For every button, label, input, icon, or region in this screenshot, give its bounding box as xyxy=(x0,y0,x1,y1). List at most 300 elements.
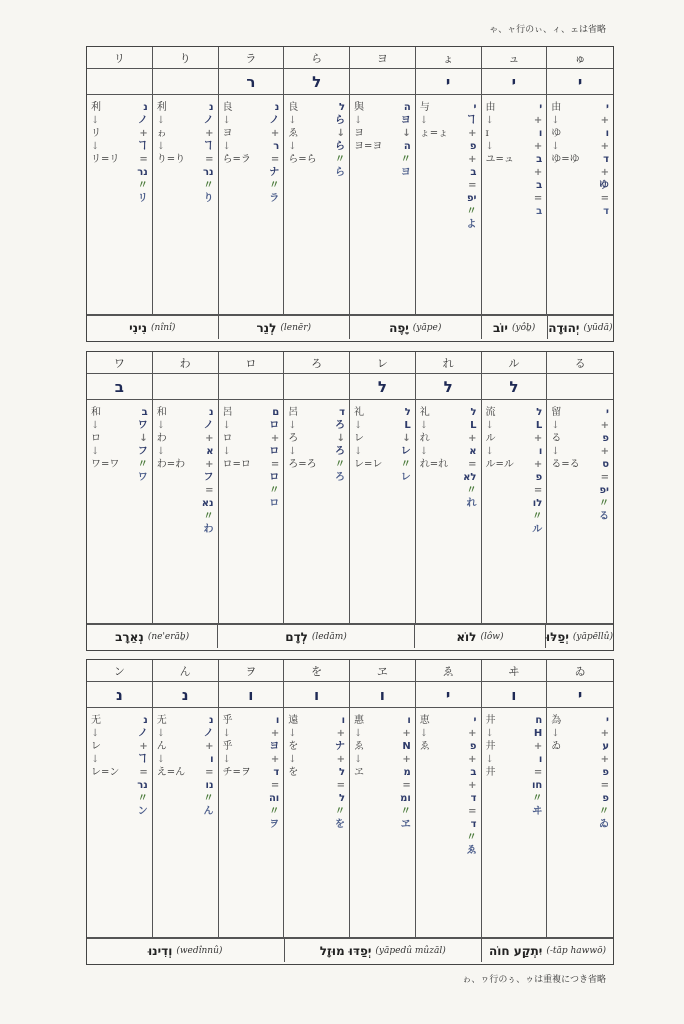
kanji-derivation xyxy=(157,101,185,205)
kanji-derivation xyxy=(91,101,119,205)
derivation-step: יפ xyxy=(466,193,477,204)
derivation-step: ノ xyxy=(269,115,280,126)
hebrew-word: יְהוּדָה xyxy=(548,320,580,335)
derivation-step: ↓ xyxy=(288,420,297,431)
hebrew-derivation xyxy=(187,406,213,536)
romanization: (yūdā) xyxy=(583,322,613,333)
derivation-step: פ xyxy=(602,433,609,444)
hebrew-derivation xyxy=(253,101,279,205)
bottom-note: ゎ、ヮ行のぅ、ゥは重複につき省略 xyxy=(462,975,606,985)
derivation-step: ↓ xyxy=(551,420,560,431)
kana-header-cell: ヲ xyxy=(219,660,285,681)
derivation-step: ו xyxy=(538,446,543,457)
derivation-cell xyxy=(547,708,613,937)
derivation-step: わ xyxy=(203,524,214,535)
derivation-step: レ=レ xyxy=(354,459,383,470)
derivation-step: ב xyxy=(141,407,148,418)
derivation-step: + xyxy=(205,741,214,752)
derivation-step: 利 xyxy=(91,102,101,113)
derivation-step: ה xyxy=(403,102,411,113)
hebrew-derivation xyxy=(187,714,213,818)
derivation-step: 良 xyxy=(288,102,299,113)
kanji-derivation xyxy=(486,101,514,218)
derivation-step: ↓ xyxy=(551,141,560,152)
derivation-step: 利 xyxy=(156,102,167,113)
word-example xyxy=(350,316,482,339)
hebrew-letter-cell xyxy=(547,374,613,399)
derivation-step: 留 xyxy=(551,407,562,418)
derivation-step: ヿ xyxy=(466,115,477,126)
derivation-step: ろ xyxy=(335,446,345,457)
derivation-step: + xyxy=(600,446,609,457)
derivation-step: 流 xyxy=(485,407,496,418)
derivation-step: י xyxy=(606,407,609,418)
hebrew-derivation xyxy=(319,406,345,484)
derivation-cell xyxy=(547,95,613,314)
derivation-step: ר xyxy=(273,141,280,152)
kana-header-cell: ヱ xyxy=(350,660,416,681)
kana-header-cell: れ xyxy=(416,352,482,373)
hebrew-derivation xyxy=(253,406,279,510)
derivation-step: + xyxy=(205,433,214,444)
word-example xyxy=(482,939,613,962)
derivation-step: נ xyxy=(143,102,148,113)
hebrew-word: נִינִי xyxy=(129,320,148,335)
derivation-step: + xyxy=(205,128,214,139)
hebrew-word: יָפֶה xyxy=(389,320,409,335)
derivation-step: 〃 xyxy=(400,459,411,470)
derivation-step: = xyxy=(468,180,477,191)
derivation-step: 〃 xyxy=(203,180,214,191)
derivation-step: ヿ xyxy=(137,141,148,152)
kanji-derivation xyxy=(223,714,251,831)
kana-table-2 xyxy=(86,351,614,651)
derivation-step: ב xyxy=(470,167,477,178)
derivation-row xyxy=(87,400,613,624)
kana-header-cell: ロ xyxy=(219,352,285,373)
derivation-step: + xyxy=(600,167,609,178)
derivation-step: 呂 xyxy=(222,407,233,418)
word-example xyxy=(548,316,613,339)
derivation-step: ノ xyxy=(203,115,214,126)
word-example-row xyxy=(87,938,613,962)
derivation-step: 〃 xyxy=(400,154,411,165)
kana-header-cell: わ xyxy=(153,352,219,373)
derivation-step: ↓ xyxy=(91,754,100,765)
derivation-step: 由 xyxy=(485,102,496,113)
derivation-step: 〃 xyxy=(137,459,148,470)
hebrew-word: לוֹא xyxy=(456,629,477,644)
derivation-step: א xyxy=(206,446,214,457)
kana-header-row xyxy=(87,47,613,69)
word-example-row xyxy=(87,315,613,339)
derivation-step: ヨ xyxy=(400,115,411,126)
hebrew-derivation xyxy=(516,101,542,218)
derivation-cell xyxy=(547,400,613,623)
word-example xyxy=(285,939,483,962)
derivation-step: ら xyxy=(335,141,345,152)
derivation-step: わ xyxy=(156,433,167,444)
derivation-step: ד xyxy=(603,154,609,165)
hebrew-word: יִתְקַע חוֹה xyxy=(489,943,543,958)
derivation-step: ח xyxy=(535,715,543,726)
derivation-step: ラ xyxy=(269,193,280,204)
derivation-step: + xyxy=(336,728,345,739)
derivation-step: ノ xyxy=(203,728,214,739)
hebrew-derivation xyxy=(582,406,609,523)
hebrew-derivation xyxy=(450,406,476,510)
derivation-step: ו xyxy=(605,128,609,139)
top-note: ゃ、ャ行のぃ、ィ、ェは省略 xyxy=(489,25,606,35)
derivation-step: ろ xyxy=(335,420,345,431)
word-example xyxy=(546,625,613,648)
romanization: (yāpēllû) xyxy=(572,631,613,642)
derivation-step: 礼 xyxy=(419,407,430,418)
derivation-step: + xyxy=(533,433,543,444)
kanji-derivation xyxy=(354,406,382,484)
derivation-step: 〃 xyxy=(400,806,411,817)
derivation-step: リ=リ xyxy=(91,154,120,165)
derivation-step: チ=ヲ xyxy=(222,767,251,778)
kanji-derivation xyxy=(288,406,316,484)
derivation-step: ↓ xyxy=(139,433,148,444)
derivation-step: + xyxy=(468,780,477,791)
hebrew-derivation xyxy=(319,101,345,179)
derivation-step: ら=ら xyxy=(288,154,317,165)
derivation-step: פ xyxy=(469,741,477,752)
derivation-step: לו xyxy=(532,498,543,509)
kana-header-cell: を xyxy=(284,660,350,681)
derivation-step: + xyxy=(402,728,411,739)
derivation-step: ד xyxy=(470,819,477,830)
derivation-step: ↓ xyxy=(288,754,297,765)
derivation-step: + xyxy=(270,754,280,765)
derivation-step: א xyxy=(469,446,477,457)
derivation-step: ↓ xyxy=(288,115,297,126)
derivation-step: る xyxy=(551,433,562,444)
derivation-step: る xyxy=(599,511,609,522)
romanization: (yāpe) xyxy=(412,322,442,333)
kanji-derivation xyxy=(486,406,514,536)
derivation-step: 井 xyxy=(485,715,496,726)
derivation-step: 〃 xyxy=(599,498,609,509)
kana-table-3 xyxy=(86,659,614,965)
kana-header-cell: ら xyxy=(284,47,350,68)
derivation-step: + xyxy=(468,728,477,739)
derivation-step: + xyxy=(270,433,280,444)
derivation-step: れ xyxy=(419,433,430,444)
derivation-step: 乎 xyxy=(222,715,233,726)
hebrew-derivation xyxy=(449,714,476,857)
derivation-step: נ xyxy=(143,715,148,726)
derivation-step: よ xyxy=(466,219,477,230)
derivation-step: = xyxy=(600,193,609,204)
derivation-step: ノ xyxy=(137,728,148,739)
derivation-cell xyxy=(153,708,219,937)
derivation-step: ↓ xyxy=(485,115,494,126)
derivation-step: ゑ xyxy=(419,741,430,752)
kanji-derivation xyxy=(157,406,185,536)
derivation-step: נר xyxy=(137,780,148,791)
derivation-step: ↓ xyxy=(551,728,560,739)
hebrew-letter-cell xyxy=(153,69,219,94)
derivation-step: = xyxy=(270,780,280,791)
romanization: (ledām) xyxy=(311,631,347,642)
derivation-step: + xyxy=(600,754,609,765)
derivation-step: = xyxy=(468,806,477,817)
hebrew-letter-cell xyxy=(87,69,153,94)
derivation-step: 〃 xyxy=(466,206,477,217)
kanji-derivation xyxy=(354,101,382,179)
derivation-step: ↓ xyxy=(156,115,166,126)
kana-header-cell: ゅ xyxy=(574,51,586,65)
kanji-derivation xyxy=(551,406,579,523)
derivation-step: ↓ xyxy=(288,141,297,152)
derivation-step: ו xyxy=(275,715,280,726)
derivation-step: = xyxy=(205,154,214,165)
derivation-step: り=り xyxy=(156,154,186,165)
derivation-step: = xyxy=(533,485,543,496)
derivation-step: わ=わ xyxy=(156,459,186,470)
derivation-cell xyxy=(284,95,350,314)
hebrew-letter-cell: ו xyxy=(482,682,548,707)
derivation-step: L xyxy=(535,420,543,431)
hebrew-derivation xyxy=(121,714,147,818)
hebrew-letter-row xyxy=(87,69,613,95)
derivation-cell xyxy=(87,95,153,314)
derivation-step: = xyxy=(533,193,543,204)
romanization: (yāpedû mûzāl) xyxy=(375,945,446,956)
derivation-step: ヨ xyxy=(400,167,411,178)
derivation-step: 為 xyxy=(551,715,562,726)
derivation-step: ↓ xyxy=(156,754,166,765)
hebrew-letter-row xyxy=(87,682,613,708)
hebrew-word: לְדָם xyxy=(285,629,308,644)
derivation-step: ב xyxy=(536,206,543,217)
derivation-step: וה xyxy=(268,793,280,804)
derivation-step: + xyxy=(533,115,543,126)
derivation-cell xyxy=(350,95,416,314)
derivation-step: ↓ xyxy=(354,115,363,126)
hebrew-derivation xyxy=(121,101,147,205)
derivation-step: 无 xyxy=(156,715,167,726)
derivation-step: ヿ xyxy=(137,754,148,765)
kanji-derivation xyxy=(420,406,448,510)
derivation-step: פ xyxy=(602,793,609,804)
derivation-step: + xyxy=(402,754,411,765)
kana-header-cell: ゑ xyxy=(416,660,482,681)
derivation-step: + xyxy=(205,459,214,470)
hebrew-word: וְדִינוּ xyxy=(148,943,173,958)
kana-header-cell: ヨ xyxy=(350,47,416,68)
word-example-row xyxy=(87,624,613,648)
hebrew-derivation xyxy=(516,406,542,536)
derivation-step: ロ xyxy=(269,472,280,483)
derivation-step: ↓ xyxy=(156,728,166,739)
derivation-step: = xyxy=(139,767,148,778)
derivation-step: ו xyxy=(341,715,345,726)
derivation-step: 遠 xyxy=(288,715,299,726)
derivation-step: י xyxy=(539,102,543,113)
hebrew-letter-cell: ל xyxy=(416,374,482,399)
hebrew-letter-cell xyxy=(219,374,285,399)
hebrew-letter-cell: י xyxy=(416,682,482,707)
derivation-step: れ xyxy=(466,498,477,509)
hebrew-letter-row xyxy=(87,374,613,400)
hebrew-letter-cell: ו xyxy=(350,682,416,707)
kana-header-cell: る xyxy=(574,356,586,370)
derivation-step: + xyxy=(533,141,543,152)
derivation-step: 井 xyxy=(485,741,496,752)
derivation-step: ↓ xyxy=(222,141,231,152)
derivation-step: 〃 xyxy=(269,485,280,496)
derivation-cell xyxy=(219,708,285,937)
romanization: (wedînnû) xyxy=(176,945,223,956)
derivation-step: レ xyxy=(91,741,101,752)
derivation-step: 〃 xyxy=(532,793,543,804)
derivation-step: ↓ xyxy=(419,115,429,126)
derivation-step: ו xyxy=(538,128,543,139)
kana-header-cell: ん xyxy=(153,660,219,681)
derivation-cell xyxy=(416,400,482,623)
derivation-step: 〃 xyxy=(335,459,345,470)
derivation-step: ヲ xyxy=(269,819,280,830)
hebrew-letter-cell: י xyxy=(577,685,583,704)
derivation-step: ゐ xyxy=(599,819,609,830)
kana-header-cell: り xyxy=(153,47,219,68)
derivation-step: ל xyxy=(338,102,345,113)
derivation-step: = xyxy=(270,154,280,165)
derivation-step: יפ xyxy=(599,485,609,496)
hebrew-word: יְפַלּוּ xyxy=(546,629,569,644)
hebrew-letter-cell: ל xyxy=(284,69,350,94)
hebrew-derivation xyxy=(384,406,410,484)
derivation-step: פ xyxy=(535,472,543,483)
derivation-step: ↓ xyxy=(336,128,345,139)
derivation-step: ワ xyxy=(137,472,148,483)
derivation-step: ע xyxy=(602,741,609,752)
kana-header-cell: ル xyxy=(482,352,548,373)
derivation-step: ゆ=ゆ xyxy=(551,154,580,165)
derivation-step: 恵 xyxy=(419,715,430,726)
derivation-step: ↓ xyxy=(91,446,100,457)
derivation-step: ナ xyxy=(335,741,345,752)
word-example xyxy=(219,316,351,339)
derivation-step: H xyxy=(533,728,543,739)
derivation-step: + xyxy=(600,728,609,739)
derivation-step: ↓ xyxy=(222,420,231,431)
derivation-step: ↓ xyxy=(222,728,231,739)
derivation-step: + xyxy=(139,741,148,752)
hebrew-letter-cell: י xyxy=(577,72,583,91)
romanization: (nînî) xyxy=(151,322,176,333)
derivation-step: ל xyxy=(338,793,345,804)
derivation-step: נר xyxy=(137,167,148,178)
derivation-step: ↓ xyxy=(156,141,166,152)
derivation-step: + xyxy=(270,128,280,139)
derivation-step: ン xyxy=(137,806,148,817)
hebrew-derivation xyxy=(318,714,345,831)
derivation-cell xyxy=(153,95,219,314)
hebrew-letter-cell: י xyxy=(482,69,548,94)
derivation-step: 〃 xyxy=(203,793,214,804)
derivation-step: 呂 xyxy=(288,407,299,418)
derivation-step: ↓ xyxy=(336,433,345,444)
derivation-step: ו xyxy=(538,754,543,765)
derivation-step: לא xyxy=(463,472,477,483)
derivation-step: נא xyxy=(201,498,214,509)
derivation-step: ל xyxy=(536,407,543,418)
derivation-step: ↓ xyxy=(354,754,363,765)
derivation-step: 和 xyxy=(91,407,101,418)
hebrew-letter-cell xyxy=(153,374,219,399)
derivation-step: + xyxy=(270,728,280,739)
kanji-derivation xyxy=(91,714,119,818)
derivation-step: 惠 xyxy=(354,715,364,726)
derivation-cell xyxy=(87,708,153,937)
romanization: (yôḇ) xyxy=(511,322,536,333)
derivation-step: = xyxy=(139,154,148,165)
derivation-step: 〃 xyxy=(137,180,148,191)
derivation-row xyxy=(87,95,613,315)
derivation-step: ん xyxy=(203,806,214,817)
derivation-cell xyxy=(219,400,285,623)
derivation-step: ל xyxy=(470,407,477,418)
derivation-step: ↓ xyxy=(91,141,100,152)
derivation-step: を xyxy=(335,819,345,830)
derivation-step: = xyxy=(600,472,609,483)
word-example xyxy=(218,625,414,648)
derivation-step: ↓ xyxy=(222,115,231,126)
romanization: (-tāp hawwō) xyxy=(546,945,606,956)
kanji-derivation xyxy=(551,714,579,831)
derivation-step: ゑ xyxy=(354,741,364,752)
derivation-step: 與 xyxy=(354,102,364,113)
derivation-step: + xyxy=(600,115,609,126)
derivation-step: レ xyxy=(400,472,411,483)
kana-header-cell: ょ xyxy=(416,47,482,68)
hebrew-letter-cell: י xyxy=(416,69,482,94)
derivation-step: י xyxy=(473,715,477,726)
derivation-step: ↓ xyxy=(402,128,411,139)
derivation-step: נו xyxy=(205,780,214,791)
romanization: (ne'erāḇ) xyxy=(147,631,190,642)
kanji-derivation xyxy=(157,714,185,818)
derivation-step: ↓ xyxy=(222,446,231,457)
word-example xyxy=(87,625,218,648)
derivation-step: ב xyxy=(536,180,543,191)
derivation-step: り xyxy=(203,193,214,204)
derivation-step: = xyxy=(270,459,280,470)
derivation-step: L xyxy=(470,420,477,431)
derivation-step: ん xyxy=(156,741,167,752)
derivation-step: ヱ xyxy=(400,819,411,830)
kanji-derivation xyxy=(551,101,579,218)
word-example xyxy=(415,625,546,648)
derivation-row xyxy=(87,708,613,938)
derivation-step: ロ=ロ xyxy=(222,459,251,470)
derivation-step: レ xyxy=(354,433,364,444)
derivation-step: ל xyxy=(404,407,411,418)
derivation-step: ↓ xyxy=(354,728,363,739)
derivation-cell xyxy=(416,95,482,314)
derivation-step: ↓ xyxy=(91,728,100,739)
derivation-step: ↓ xyxy=(485,728,494,739)
derivation-step: ↓ xyxy=(222,754,231,765)
derivation-step: ろ xyxy=(288,433,299,444)
derivation-step: を xyxy=(288,767,299,778)
derivation-cell xyxy=(350,708,416,937)
